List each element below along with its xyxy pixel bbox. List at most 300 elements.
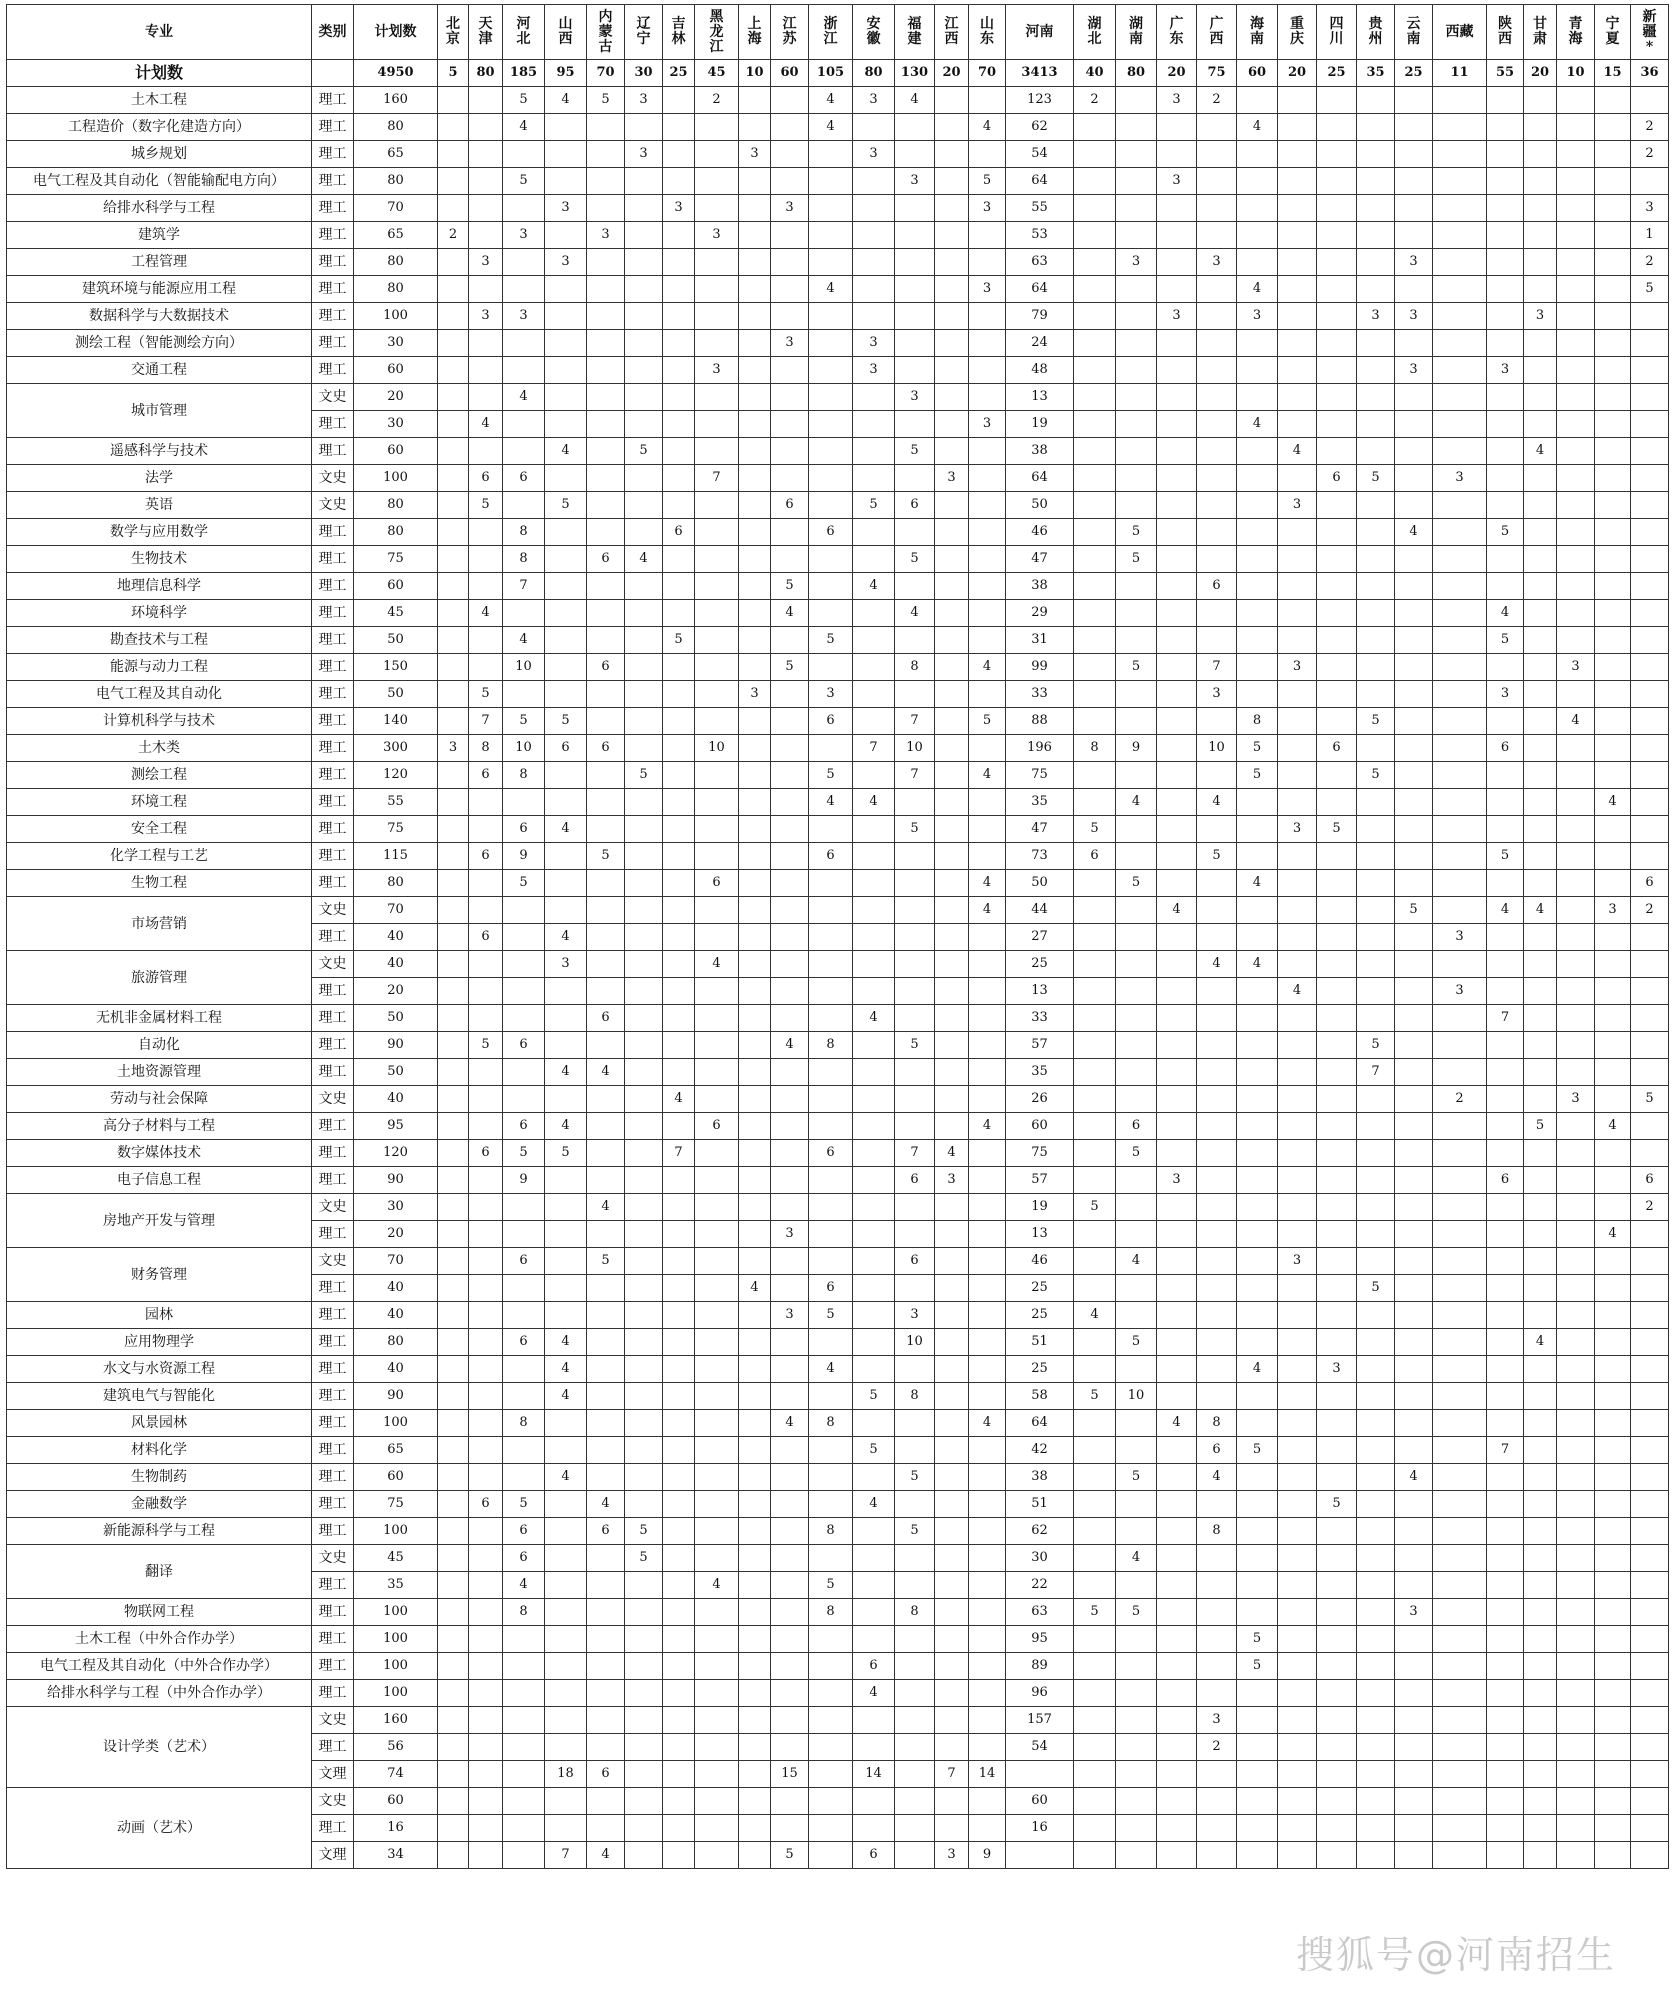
province-quota-cell <box>1557 87 1595 114</box>
province-quota-cell <box>1278 1275 1317 1302</box>
province-quota-cell <box>1524 546 1557 573</box>
header-province: 新疆* <box>1631 5 1669 60</box>
table-row <box>7 465 1669 492</box>
province-quota-cell: 19 <box>1006 411 1074 438</box>
category-cell: 理工 <box>312 1437 354 1464</box>
province-quota-cell <box>809 1194 853 1221</box>
province-quota-cell <box>1631 465 1669 492</box>
province-quota-cell <box>663 249 695 276</box>
province-quota-cell <box>1197 1329 1237 1356</box>
province-quota-cell: 6 <box>809 1275 853 1302</box>
province-quota-cell <box>1557 681 1595 708</box>
province-quota-cell <box>1074 951 1116 978</box>
province-quota-cell <box>969 1329 1006 1356</box>
province-quota-cell <box>969 1194 1006 1221</box>
province-quota-cell <box>1631 1545 1669 1572</box>
province-quota-cell <box>503 1005 545 1032</box>
province-quota-cell <box>663 1356 695 1383</box>
province-quota-cell: 3 <box>853 357 895 384</box>
province-quota-cell <box>1524 1815 1557 1842</box>
province-quota-cell <box>545 1734 587 1761</box>
province-quota-cell: 1 <box>1631 222 1669 249</box>
province-quota-cell <box>771 1518 809 1545</box>
province-quota-cell <box>809 222 853 249</box>
province-quota-cell: 4 <box>469 411 503 438</box>
province-quota-cell <box>1317 1140 1357 1167</box>
province-quota-cell <box>545 1491 587 1518</box>
table-row <box>7 168 1669 195</box>
province-quota-cell <box>1357 1140 1395 1167</box>
table-row <box>7 1113 1669 1140</box>
province-quota-cell <box>1595 1761 1631 1788</box>
province-quota-cell: 5 <box>853 492 895 519</box>
category-cell: 理工 <box>312 1599 354 1626</box>
province-quota-cell <box>438 1572 469 1599</box>
province-quota-cell <box>853 249 895 276</box>
province-quota-cell <box>1157 1437 1197 1464</box>
province-quota-cell <box>771 870 809 897</box>
table-row <box>7 681 1669 708</box>
province-quota-cell <box>935 681 969 708</box>
province-quota-cell: 5 <box>1631 276 1669 303</box>
province-quota-cell: 5 <box>1237 1437 1278 1464</box>
province-quota-cell <box>969 1032 1006 1059</box>
province-quota-cell <box>895 1086 935 1113</box>
province-quota-cell <box>1278 735 1317 762</box>
province-quota-cell <box>1157 384 1197 411</box>
province-quota-cell <box>1595 1815 1631 1842</box>
province-quota-cell <box>1595 114 1631 141</box>
province-quota-cell: 5 <box>853 1383 895 1410</box>
province-quota-cell <box>969 978 1006 1005</box>
province-quota-cell <box>1357 1005 1395 1032</box>
province-quota-cell <box>1197 492 1237 519</box>
province-quota-cell <box>1524 330 1557 357</box>
province-quota-cell <box>545 1248 587 1275</box>
province-quota-cell <box>625 681 663 708</box>
province-quota-cell: 42 <box>1006 1437 1074 1464</box>
province-quota-cell <box>771 1383 809 1410</box>
province-quota-cell: 10 <box>503 654 545 681</box>
category-cell: 理工 <box>312 330 354 357</box>
province-quota-cell <box>1524 978 1557 1005</box>
province-quota-cell <box>809 870 853 897</box>
province-quota-cell <box>1357 1086 1395 1113</box>
province-quota-cell <box>1487 1221 1524 1248</box>
province-quota-cell <box>663 1572 695 1599</box>
province-quota-cell: 2 <box>1197 87 1237 114</box>
province-quota-cell <box>1357 1626 1395 1653</box>
province-quota-cell <box>1631 1113 1669 1140</box>
province-quota-cell <box>545 978 587 1005</box>
province-quota-cell <box>1395 546 1433 573</box>
major-name: 财务管理 <box>7 1248 312 1302</box>
category-cell: 理工 <box>312 762 354 789</box>
province-quota-cell <box>1524 708 1557 735</box>
province-quota-cell <box>469 1383 503 1410</box>
province-quota-cell <box>1317 789 1357 816</box>
province-quota-cell <box>1595 384 1631 411</box>
province-quota-cell <box>469 1167 503 1194</box>
province-quota-cell <box>1524 1761 1557 1788</box>
province-quota-cell <box>1524 1680 1557 1707</box>
table-row <box>7 1248 1669 1275</box>
major-name: 新能源科学与工程 <box>7 1518 312 1545</box>
plan-row-value: 45 <box>695 60 739 87</box>
province-quota-cell <box>1524 1572 1557 1599</box>
province-quota-cell: 6 <box>503 1032 545 1059</box>
province-quota-cell <box>469 87 503 114</box>
province-quota-cell <box>1074 1572 1116 1599</box>
province-quota-cell <box>935 708 969 735</box>
province-quota-cell <box>1157 600 1197 627</box>
header-major: 专业 <box>7 5 312 60</box>
table-row <box>7 816 1669 843</box>
province-quota-cell <box>625 1761 663 1788</box>
category-cell: 理工 <box>312 276 354 303</box>
province-quota-cell <box>625 1788 663 1815</box>
province-quota-cell <box>1157 1005 1197 1032</box>
province-quota-cell: 3 <box>1433 924 1487 951</box>
province-quota-cell: 73 <box>1006 843 1074 870</box>
province-quota-cell <box>469 627 503 654</box>
province-quota-cell <box>1395 1653 1433 1680</box>
province-quota-cell: 5 <box>895 1032 935 1059</box>
province-quota-cell <box>1116 1194 1157 1221</box>
province-quota-cell <box>469 1626 503 1653</box>
province-quota-cell <box>1395 870 1433 897</box>
province-quota-cell <box>1237 1167 1278 1194</box>
watermark: 搜狐号@河南招生 <box>1296 1933 1617 1977</box>
province-quota-cell <box>739 978 771 1005</box>
province-quota-cell: 4 <box>809 789 853 816</box>
province-quota-cell <box>1237 1302 1278 1329</box>
province-quota-cell <box>1357 1221 1395 1248</box>
province-quota-cell <box>969 1653 1006 1680</box>
province-quota-cell <box>809 1734 853 1761</box>
province-quota-cell <box>935 654 969 681</box>
province-quota-cell <box>438 1113 469 1140</box>
province-quota-cell <box>1395 1167 1433 1194</box>
table-row <box>7 195 1669 222</box>
province-quota-cell <box>1278 114 1317 141</box>
total-cell: 160 <box>354 87 438 114</box>
total-cell: 40 <box>354 1302 438 1329</box>
province-quota-cell <box>771 1680 809 1707</box>
province-quota-cell <box>1237 1005 1278 1032</box>
province-quota-cell <box>695 1140 739 1167</box>
province-quota-cell <box>1433 1248 1487 1275</box>
province-quota-cell: 123 <box>1006 87 1074 114</box>
province-quota-cell <box>739 492 771 519</box>
province-quota-cell <box>695 1653 739 1680</box>
province-quota-cell <box>895 1626 935 1653</box>
total-cell: 115 <box>354 843 438 870</box>
province-quota-cell <box>625 600 663 627</box>
header-province: 安徽 <box>853 5 895 60</box>
province-quota-cell <box>438 546 469 573</box>
province-quota-cell <box>1278 1032 1317 1059</box>
province-quota-cell <box>625 1707 663 1734</box>
province-quota-cell: 4 <box>853 1491 895 1518</box>
province-quota-cell <box>1317 654 1357 681</box>
province-quota-cell <box>438 654 469 681</box>
province-quota-cell <box>1317 357 1357 384</box>
province-quota-cell: 6 <box>1487 735 1524 762</box>
province-quota-cell <box>1116 600 1157 627</box>
category-cell: 理工 <box>312 681 354 708</box>
province-quota-cell <box>1237 681 1278 708</box>
province-quota-cell <box>1487 195 1524 222</box>
province-quota-cell <box>1317 168 1357 195</box>
plan-row-value: 80 <box>469 60 503 87</box>
province-quota-cell <box>1595 843 1631 870</box>
province-quota-cell <box>1487 1302 1524 1329</box>
province-quota-cell <box>469 1275 503 1302</box>
province-quota-cell <box>935 384 969 411</box>
major-name: 动画（艺术） <box>7 1788 312 1869</box>
province-quota-cell <box>1237 1734 1278 1761</box>
province-quota-cell <box>935 1545 969 1572</box>
province-quota-cell <box>809 897 853 924</box>
province-quota-cell <box>1317 1194 1357 1221</box>
province-quota-cell <box>1317 492 1357 519</box>
province-quota-cell <box>1395 141 1433 168</box>
province-quota-cell <box>1524 1599 1557 1626</box>
province-quota-cell <box>809 600 853 627</box>
province-quota-cell <box>1433 1032 1487 1059</box>
province-quota-cell <box>935 1572 969 1599</box>
province-quota-cell <box>438 168 469 195</box>
province-quota-cell <box>1524 1059 1557 1086</box>
province-quota-cell <box>438 357 469 384</box>
total-cell: 100 <box>354 1599 438 1626</box>
province-quota-cell <box>853 1221 895 1248</box>
province-quota-cell <box>695 1005 739 1032</box>
province-quota-cell <box>771 114 809 141</box>
province-quota-cell <box>663 1761 695 1788</box>
province-quota-cell: 5 <box>1395 897 1433 924</box>
province-quota-cell <box>739 1167 771 1194</box>
province-quota-cell: 5 <box>545 1140 587 1167</box>
header-province: 甘肃 <box>1524 5 1557 60</box>
province-quota-cell: 6 <box>503 1113 545 1140</box>
province-quota-cell <box>1395 816 1433 843</box>
category-cell: 理工 <box>312 438 354 465</box>
total-cell: 30 <box>354 330 438 357</box>
total-cell: 40 <box>354 1086 438 1113</box>
province-quota-cell: 8 <box>809 1599 853 1626</box>
province-quota-cell <box>853 1059 895 1086</box>
province-quota-cell: 95 <box>1006 1626 1074 1653</box>
province-quota-cell: 3 <box>969 195 1006 222</box>
province-quota-cell <box>625 1491 663 1518</box>
province-quota-cell <box>587 870 625 897</box>
province-quota-cell <box>1157 1140 1197 1167</box>
province-quota-cell: 3 <box>771 330 809 357</box>
province-quota-cell <box>771 222 809 249</box>
province-quota-cell <box>438 1329 469 1356</box>
province-quota-cell <box>695 789 739 816</box>
province-quota-cell: 5 <box>545 492 587 519</box>
province-quota-cell <box>695 1464 739 1491</box>
province-quota-cell <box>1317 897 1357 924</box>
province-quota-cell <box>1395 1113 1433 1140</box>
province-quota-cell: 29 <box>1006 600 1074 627</box>
province-quota-cell: 7 <box>895 1140 935 1167</box>
province-quota-cell <box>1074 1491 1116 1518</box>
province-quota-cell: 4 <box>625 546 663 573</box>
province-quota-cell <box>935 1518 969 1545</box>
province-quota-cell <box>1524 924 1557 951</box>
province-quota-cell <box>895 1275 935 1302</box>
province-quota-cell <box>695 1815 739 1842</box>
province-quota-cell <box>1487 1680 1524 1707</box>
major-name: 安全工程 <box>7 816 312 843</box>
province-quota-cell <box>438 1599 469 1626</box>
province-quota-cell <box>1433 330 1487 357</box>
province-quota-cell: 3 <box>1157 87 1197 114</box>
province-quota-cell <box>935 1653 969 1680</box>
province-quota-cell <box>935 1302 969 1329</box>
province-quota-cell <box>1197 1113 1237 1140</box>
province-quota-cell <box>1631 762 1669 789</box>
province-quota-cell <box>1524 600 1557 627</box>
category-cell: 理工 <box>312 654 354 681</box>
province-quota-cell <box>1595 816 1631 843</box>
province-quota-cell <box>1317 1653 1357 1680</box>
province-quota-cell <box>969 222 1006 249</box>
province-quota-cell <box>853 897 895 924</box>
province-quota-cell: 6 <box>587 735 625 762</box>
province-quota-cell <box>1557 1545 1595 1572</box>
province-quota-cell <box>1317 1626 1357 1653</box>
province-quota-cell: 7 <box>895 708 935 735</box>
province-quota-cell <box>935 897 969 924</box>
province-quota-cell <box>695 438 739 465</box>
province-quota-cell <box>545 1707 587 1734</box>
province-quota-cell <box>1557 114 1595 141</box>
province-quota-cell <box>1237 1248 1278 1275</box>
province-quota-cell <box>1557 1194 1595 1221</box>
province-quota-cell <box>1074 1464 1116 1491</box>
province-quota-cell <box>1395 465 1433 492</box>
province-quota-cell <box>438 1032 469 1059</box>
province-quota-cell <box>1237 1086 1278 1113</box>
province-quota-cell <box>969 843 1006 870</box>
total-cell: 80 <box>354 276 438 303</box>
province-quota-cell <box>1157 438 1197 465</box>
province-quota-cell <box>1357 1410 1395 1437</box>
total-cell: 30 <box>354 1194 438 1221</box>
plan-row-value: 40 <box>1074 60 1116 87</box>
province-quota-cell <box>1433 411 1487 438</box>
province-quota-cell <box>809 1653 853 1680</box>
major-name: 旅游管理 <box>7 951 312 1005</box>
table-row <box>7 1545 1669 1572</box>
province-quota-cell <box>663 708 695 735</box>
province-quota-cell <box>1557 465 1595 492</box>
province-quota-cell <box>1557 1248 1595 1275</box>
province-quota-cell <box>1074 1545 1116 1572</box>
province-quota-cell: 9 <box>503 1167 545 1194</box>
province-quota-cell <box>1157 681 1197 708</box>
province-quota-cell: 10 <box>1116 1383 1157 1410</box>
province-quota-cell <box>1157 1113 1197 1140</box>
province-quota-cell <box>695 1248 739 1275</box>
province-quota-cell <box>469 546 503 573</box>
table-row <box>7 546 1669 573</box>
province-quota-cell: 3 <box>1157 168 1197 195</box>
province-quota-cell <box>1237 1599 1278 1626</box>
major-name: 环境科学 <box>7 600 312 627</box>
province-quota-cell <box>587 276 625 303</box>
province-quota-cell: 3 <box>663 195 695 222</box>
province-quota-cell <box>895 1194 935 1221</box>
province-quota-cell <box>739 1680 771 1707</box>
province-quota-cell <box>1487 1815 1524 1842</box>
province-quota-cell <box>1074 600 1116 627</box>
province-quota-cell <box>438 411 469 438</box>
province-quota-cell <box>739 168 771 195</box>
province-quota-cell <box>587 1815 625 1842</box>
province-quota-cell: 4 <box>853 789 895 816</box>
province-quota-cell <box>853 1086 895 1113</box>
province-quota-cell <box>809 735 853 762</box>
province-quota-cell <box>1595 708 1631 735</box>
province-quota-cell <box>1074 627 1116 654</box>
table-row <box>7 114 1669 141</box>
table-row <box>7 1302 1669 1329</box>
province-quota-cell <box>1357 1680 1395 1707</box>
province-quota-cell <box>438 789 469 816</box>
province-quota-cell <box>1074 1329 1116 1356</box>
province-quota-cell <box>1197 546 1237 573</box>
province-quota-cell <box>663 924 695 951</box>
province-quota-cell <box>625 1059 663 1086</box>
plan-row-value: 75 <box>1197 60 1237 87</box>
province-quota-cell <box>1557 924 1595 951</box>
province-quota-cell: 64 <box>1006 168 1074 195</box>
province-quota-cell: 3 <box>545 951 587 978</box>
province-quota-cell <box>695 1221 739 1248</box>
province-quota-cell <box>969 1788 1006 1815</box>
category-cell: 理工 <box>312 357 354 384</box>
province-quota-cell <box>1074 384 1116 411</box>
province-quota-cell <box>895 330 935 357</box>
province-quota-cell <box>1395 627 1433 654</box>
province-quota-cell <box>969 573 1006 600</box>
province-quota-cell: 9 <box>503 843 545 870</box>
province-quota-cell: 5 <box>771 654 809 681</box>
province-quota-cell <box>545 1275 587 1302</box>
province-quota-cell <box>935 357 969 384</box>
province-quota-cell: 6 <box>503 1545 545 1572</box>
total-cell: 20 <box>354 978 438 1005</box>
province-quota-cell: 5 <box>895 438 935 465</box>
major-name: 法学 <box>7 465 312 492</box>
province-quota-cell <box>1631 1842 1669 1869</box>
province-quota-cell <box>625 708 663 735</box>
province-quota-cell <box>1433 1464 1487 1491</box>
province-quota-cell <box>809 978 853 1005</box>
province-quota-cell: 8 <box>1197 1518 1237 1545</box>
province-quota-cell <box>1197 1032 1237 1059</box>
province-quota-cell <box>1157 357 1197 384</box>
province-quota-cell <box>935 762 969 789</box>
province-quota-cell <box>739 222 771 249</box>
province-quota-cell <box>503 141 545 168</box>
